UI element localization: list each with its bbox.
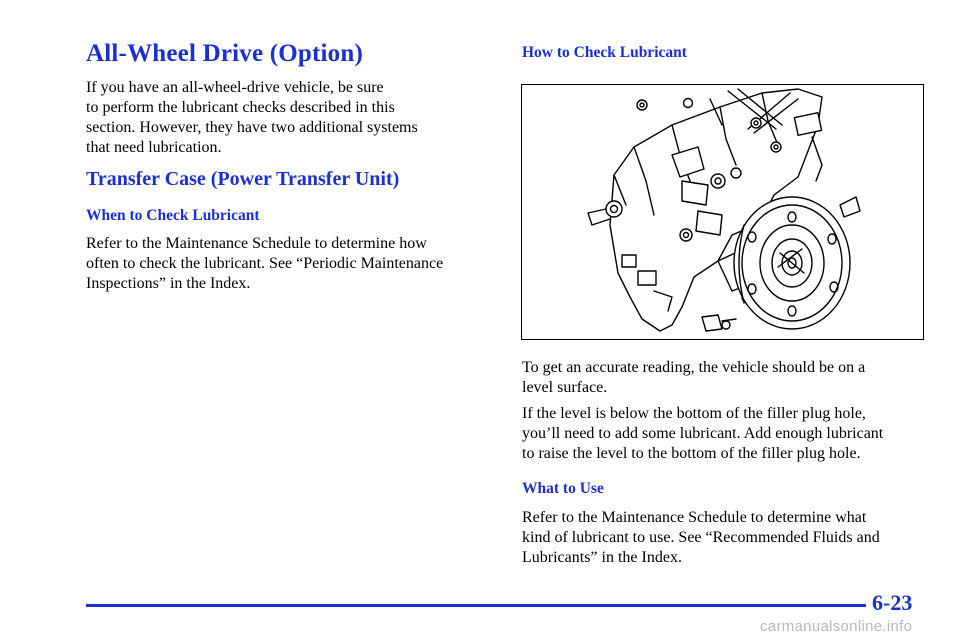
intro-paragraph: If you have an all-wheel-drive vehicle, be sure to perform the lubricant checks described in this section. However, they have two additional systems that need lubrication. — [86, 79, 418, 156]
section-title: All-Wheel Drive (Option) — [86, 40, 363, 67]
watermark-text: carmanualsonline.info — [760, 618, 913, 635]
transfer-case-heading: Transfer Case (Power Transfer Unit) — [86, 168, 400, 190]
transfer-case-illustration — [521, 84, 924, 340]
how-to-check-paragraph-2: If the level is below the bottom of the filler plug hole, you’ll need to add some lubricant. Add enough lubricant to raise the level to the bottom of the filler plug hole. — [522, 405, 884, 462]
how-to-check-heading: How to Check Lubricant — [522, 44, 687, 61]
when-to-check-paragraph: Refer to the Maintenance Schedule to determine how often to check the lubricant. See “Periodic Maintenance Inspections” in the Index. — [86, 235, 444, 292]
page-number: 6-23 — [872, 590, 913, 615]
footer-rule — [86, 604, 866, 607]
transfer-case-drawing — [522, 85, 924, 340]
what-to-use-paragraph: Refer to the Maintenance Schedule to determine what kind of lubricant to use. See “Recommended Fluids and Lubricants” in the Index. — [522, 509, 880, 566]
how-to-check-paragraph-1: To get an accurate reading, the vehicle should be on a level surface. — [522, 359, 866, 396]
when-to-check-heading: When to Check Lubricant — [86, 207, 260, 224]
what-to-use-heading: What to Use — [522, 480, 604, 497]
